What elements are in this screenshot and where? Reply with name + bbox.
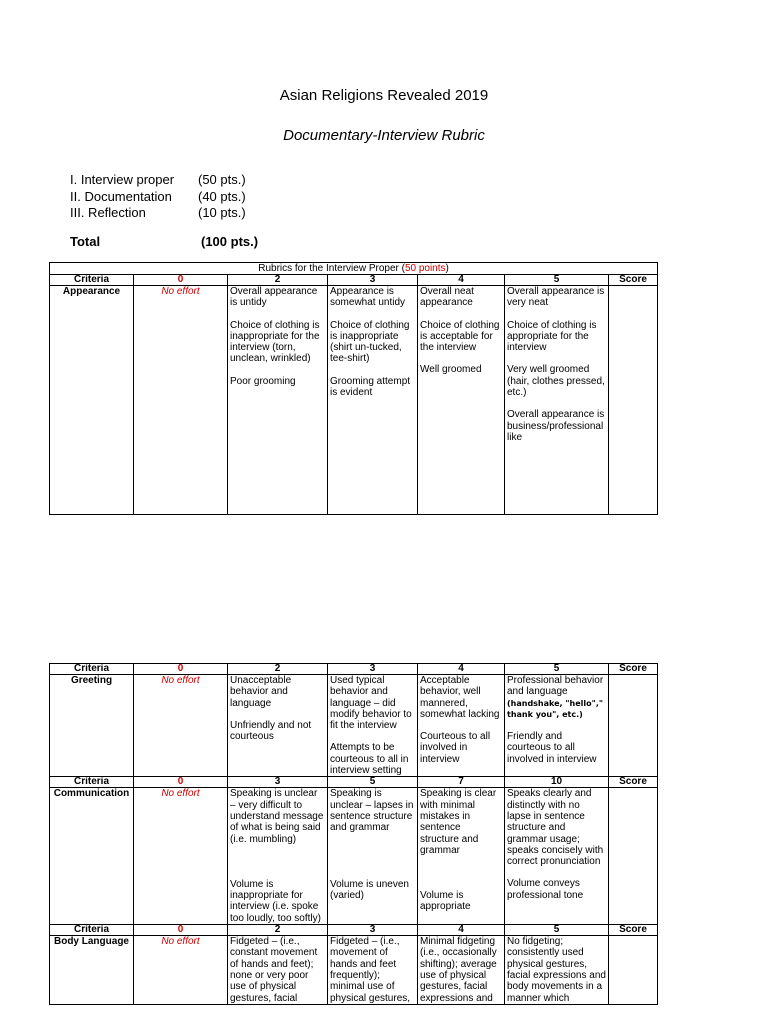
table-row [50,788,658,925]
caption-points: 50 points [404,263,446,274]
header-score-level: 5 [505,275,609,286]
level-cell [505,675,609,777]
cell-paragraph: Choice of clothing is appropriate for the interview [507,319,597,354]
header-score-level: 2 [228,275,328,286]
header-score-level: 5 [505,664,609,675]
no-effort-cell: No effort [134,286,228,515]
header-score: Score [609,275,658,286]
document-title: Asian Religions Revealed 2019 [279,87,489,104]
header-score: Score [609,777,658,788]
cell-paragraph: Used typical behavior and language – did modify behavior to fit the interview [330,675,412,732]
level-cell [418,286,505,515]
cell-paragraph: Very well groomed (hair, clothes pressed, etc.) [507,364,605,399]
outline-item-label: III. Reflection [70,205,146,220]
score-cell [609,286,658,515]
total-label: Total [70,234,101,249]
cell-paragraph: Volume is appropriate [420,890,471,913]
outline-item-points: (40 pts.) [198,188,246,204]
criteria-name: Greeting [50,675,134,777]
points-outline [70,172,246,222]
cell-paragraph: Volume is inappropriate for interview (i.e. spoke too loudly, too softly) [230,878,321,924]
cell-paragraph: Courteous to all involved in interview [420,731,491,765]
no-effort-cell: No effort [134,936,228,1005]
outline-item [70,205,246,222]
level-cell: No fidgeting; consistently used physical gestures, facial expressions and body movements in a manner which [505,936,609,1005]
score-cell [609,936,658,1005]
level-cell [505,286,609,515]
outline-item [70,189,246,206]
rubric-table-interview-proper [49,262,658,515]
outline-item-points: (10 pts.) [198,205,246,220]
outline-item-points: (50 pts.) [198,172,246,187]
header-score-level: 5 [505,925,609,936]
cell-paragraph: Appearance is somewhat untidy [330,286,406,309]
table-row [50,675,658,777]
table-header-row [50,925,658,936]
level-cell [228,675,328,777]
cell-paragraph: Choice of clothing is inappropriate for the interview (torn, unclean, wrinkled) [230,319,320,365]
cell-paragraph: Well groomed [420,364,482,376]
cell-paragraph: Acceptable behavior, well mannered, somewhat lacking [420,675,500,720]
cell-paragraph [507,675,606,720]
level-cell: Fidgeted – (i.e., constant movement of hands and feet); none or very poor use of physical gestures, facial [228,936,328,1005]
cell-paragraph: Friendly and courteous to all involved in interview [507,731,597,765]
header-criteria: Criteria [50,275,134,286]
header-score-level: 4 [418,925,505,936]
rubric-table-continued [49,663,658,1005]
no-effort-cell: No effort [134,675,228,777]
table-caption [50,263,658,275]
cell-paragraph: Speaking is unclear – lapses in sentence structure and grammar [330,788,414,834]
level-cell [418,675,505,777]
header-score-level: 3 [328,275,418,286]
level-cell [328,788,418,925]
header-score-level: 3 [328,925,418,936]
score-cell [609,788,658,925]
header-criteria: Criteria [50,777,134,788]
caption-text: Rubrics for the Interview Proper ( [258,263,405,274]
cell-paragraph: Choice of clothing is inappropriate (shirt un-tucked, tee-shirt) [330,319,410,365]
header-score-0: 0 [134,275,228,286]
level-cell [418,788,505,925]
level-cell [228,286,328,515]
cell-paragraph: Volume conveys professional tone [507,878,584,901]
total-value: (100 pts.) [201,234,259,249]
level-cell [228,788,328,925]
criteria-name: Appearance [50,286,134,515]
cell-paragraph: Overall appearance is very neat [507,286,605,309]
header-criteria: Criteria [50,925,134,936]
outline-item-label: I. Interview proper [70,172,175,187]
header-score-level: 2 [228,925,328,936]
outline-item [70,172,246,189]
cell-paragraph: Unacceptable behavior and language [230,675,292,709]
table-header-row [50,664,658,675]
cell-paragraph: Speaks clearly and distinctly with no lapse in sentence structure and grammar usage; speaks concisely with correct pronunciation [507,788,604,868]
header-score-0: 0 [134,664,228,675]
score-cell [609,675,658,777]
header-score: Score [609,925,658,936]
table-row [50,936,658,1005]
caption-close: ) [445,263,449,274]
document-subtitle: Documentary-Interview Rubric [283,127,485,144]
cell-paragraph: Unfriendly and not courteous [230,719,312,743]
table-header-row [50,275,658,286]
cell-text: Professional behavior and language [507,675,604,698]
cell-text-small: (handshake, "hello"," thank you", etc.) [507,698,604,719]
header-score-level: 3 [328,664,418,675]
cell-paragraph: Grooming attempt is evident [330,375,411,399]
header-score: Score [609,664,658,675]
header-score-level: 5 [328,777,418,788]
no-effort-cell: No effort [134,788,228,925]
header-score-level: 3 [228,777,328,788]
cell-paragraph: Overall neat appearance [420,286,474,309]
header-criteria: Criteria [50,664,134,675]
header-score-level: 4 [418,275,505,286]
level-cell [328,675,418,777]
header-score-level: 7 [418,777,505,788]
cell-paragraph: Choice of clothing is acceptable for the interview [420,319,500,354]
table-row [50,286,658,515]
cell-paragraph: Speaking is clear with minimal mistakes in sentence structure and grammar [420,788,497,856]
table-caption-row [50,263,658,275]
cell-paragraph: Overall appearance is business/professional like [507,409,605,443]
header-score-0: 0 [134,777,228,788]
criteria-name: Communication [50,788,134,925]
header-score-0: 0 [134,925,228,936]
cell-paragraph: Volume is uneven (varied) [330,878,409,901]
level-cell [328,286,418,515]
header-score-level: 2 [228,664,328,675]
cell-paragraph: Overall appearance is untidy [230,286,318,309]
outline-item-label: II. Documentation [70,188,172,204]
cell-paragraph: Poor grooming [230,375,296,387]
table-header-row [50,777,658,788]
criteria-name: Body Language [50,936,134,1005]
header-score-level: 4 [418,664,505,675]
level-cell: Fidgeted – (i.e., movement of hands and feet frequently); minimal use of physical gestures, [328,936,418,1005]
total-points [70,234,258,249]
level-cell [505,788,609,925]
cell-paragraph: Speaking is unclear – very difficult to understand message of what is being said (i.e. mumbling) [230,788,324,845]
header-score-level: 10 [505,777,609,788]
level-cell: Minimal fidgeting (i.e., occasionally shifting); average use of physical gestures, facial expressions and [418,936,505,1005]
cell-paragraph: Attempts to be courteous to all in interview setting [330,742,409,777]
